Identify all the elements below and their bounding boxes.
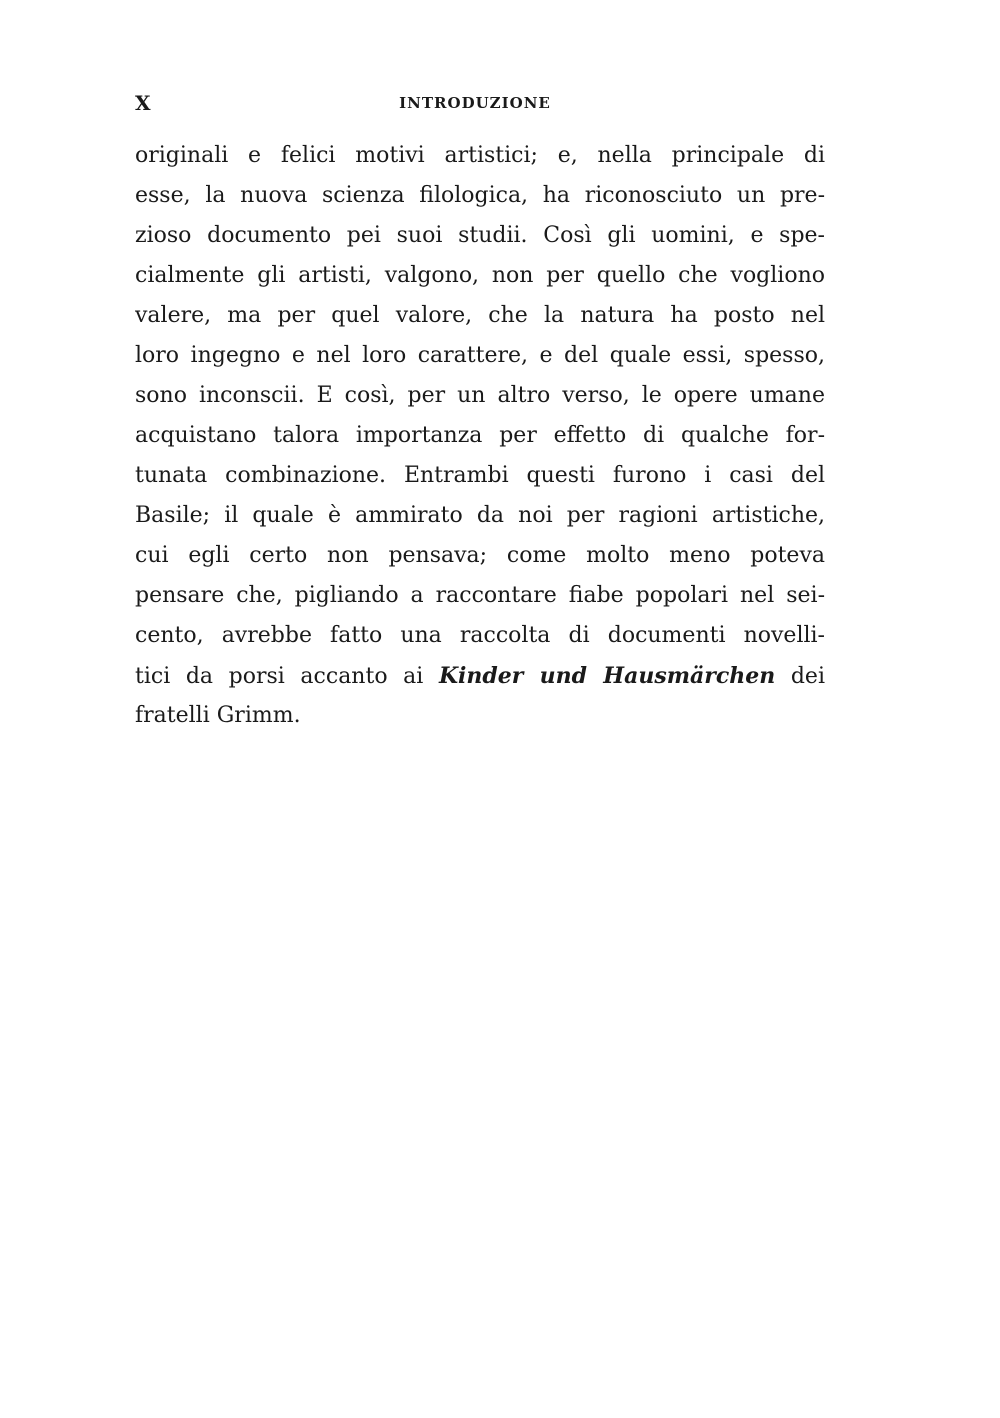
text-line: tunata combinazione. Entrambi questi furono i casi del [135,463,825,488]
text-line: originali e felici motivi artistici; e, nella principale di [135,143,825,168]
body-paragraph [135,136,825,736]
text-line: cento, avrebbe fatto una raccolta di documenti novelli- [135,623,825,648]
text-line: esse, la nuova scienza filologica, ha riconosciuto un pre- [135,183,825,208]
running-title: INTRODUZIONE [399,94,551,112]
page-number: X [135,91,152,115]
text-line: cialmente gli artisti, valgono, non per quello che vogliono [135,263,825,288]
text-line: acquistano talora importanza per effetto di qualche for- [135,423,825,448]
running-head [135,88,825,118]
text-line: valere, ma per quel valore, che la natura ha posto nel [135,303,825,328]
text-line-with-title [135,656,825,696]
book-title-italic: Kinder und Hausmärchen [438,663,776,689]
text-line: Basile; il quale è ammirato da noi per ragioni artistiche, [135,503,825,528]
text-line-last: fratelli Grimm. [135,703,301,728]
text-segment: dei [790,664,825,689]
text-segment: tici da porsi accanto ai [135,664,424,689]
text-line: zioso documento pei suoi studii. Così gli uomini, e spe- [135,223,825,248]
text-line: sono inconscii. E così, per un altro verso, le opere umane [135,383,825,408]
text-line: loro ingegno e nel loro carattere, e del quale essi, spesso, [135,343,825,368]
text-line: pensare che, pigliando a raccontare fiabe popolari nel sei- [135,583,825,608]
text-line: cui egli certo non pensava; come molto meno poteva [135,543,825,568]
